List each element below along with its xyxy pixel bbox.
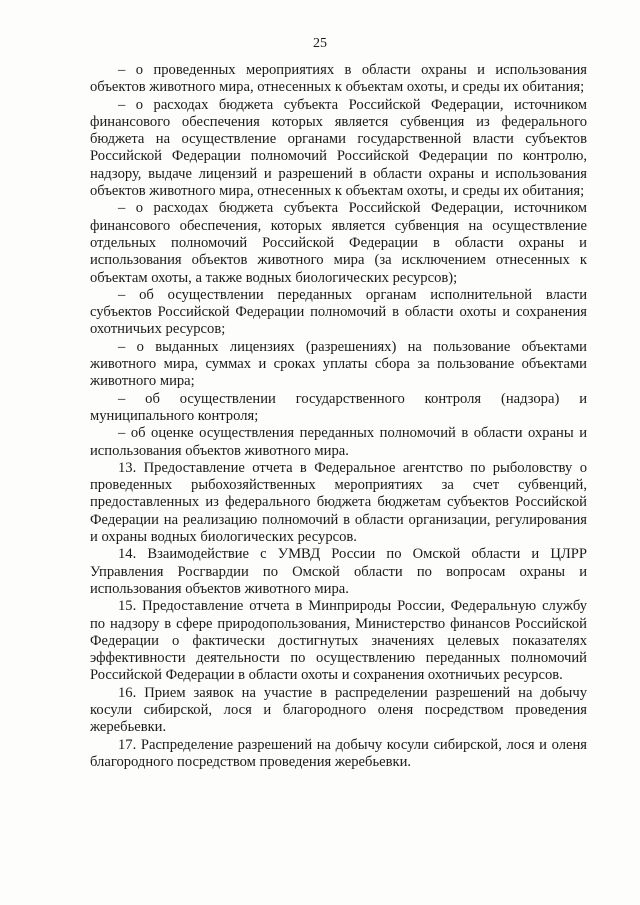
paragraph-report-hunting-powers: – об осуществлении переданных органам исполнительной власти субъектов Российской Федерации полномочий в области охоты и сохранения охотничьих ресурсов; (90, 286, 587, 338)
paragraph-report-federal-subvention: – о расходах бюджета субъекта Российской Федерации, источником финансового обеспечения которых является субвенция из федерального бюджета на осуществление органами государственной власти субъектов Российской Федерации полномочий Российской Федерации по контролю, надзору, выдаче лицензий и разрешений в области охраны и использования объектов животного мира, отнесенных к объектам охоты, и среды их обитания; (90, 96, 587, 200)
page-number: 25 (313, 36, 327, 51)
paragraph-item-17: 17. Распределение разрешений на добычу косули сибирской, лося и оленя благородного посредством проведения жеребьевки. (90, 736, 587, 770)
paragraph-item-13: 13. Предоставление отчета в Федеральное агентство по рыболовству о проведенных рыбохозяйственных мероприятиях за счет субвенций, предоставленных из федерального бюджета бюджетам субъектов Российской Федерации на реализацию полномочий в области организации, регулирования и охраны водных биологических ресурсов. (90, 459, 587, 546)
paragraph-report-separate-powers: – о расходах бюджета субъекта Российской Федерации, источником финансового обеспечения, которых является субвенция на осуществление отдельных полномочий Российской Федерации в области охраны и использования объектов животного мира (за исключением отнесенных к объектам охоты, а также водных биологических ресурсов); (90, 200, 587, 286)
paragraph-report-control: – об осуществлении государственного контроля (надзора) и муниципального контроля; (90, 390, 587, 424)
paragraph-item-15: 15. Предоставление отчета в Минприроды России, Федеральную службу по надзору в сфере природопользования, Министерство финансов Российской Федерации о фактически достигнутых значениях целевых показателях эффективности деятельности по осуществлению переданных полномочий Российской Федерации в области охоты и сохранения охотничьих ресурсов. (90, 598, 587, 684)
paragraph-item-16: 16. Прием заявок на участие в распределении разрешений на добычу косули сибирской, лося и благородного оленя посредством проведения жеребьевки. (90, 684, 587, 736)
paragraph-report-activities: – о проведенных мероприятиях в области охраны и использования объектов животного мира, отнесенных к объектам охоты, и среды их обитания; (90, 62, 587, 96)
paragraph-report-assessment: – об оценке осуществления переданных полномочий в области охраны и использования объектов животного мира. (90, 425, 587, 459)
document-body (90, 62, 587, 771)
paragraph-report-licenses: – о выданных лицензиях (разрешениях) на пользование объектами животного мира, суммах и сроках уплаты сбора за пользование объектами животного мира; (90, 338, 587, 390)
paragraph-item-14: 14. Взаимодействие с УМВД России по Омской области и ЦЛРР Управления Росгвардии по Омской области по вопросам охраны и использования объектов животного мира. (90, 546, 587, 597)
